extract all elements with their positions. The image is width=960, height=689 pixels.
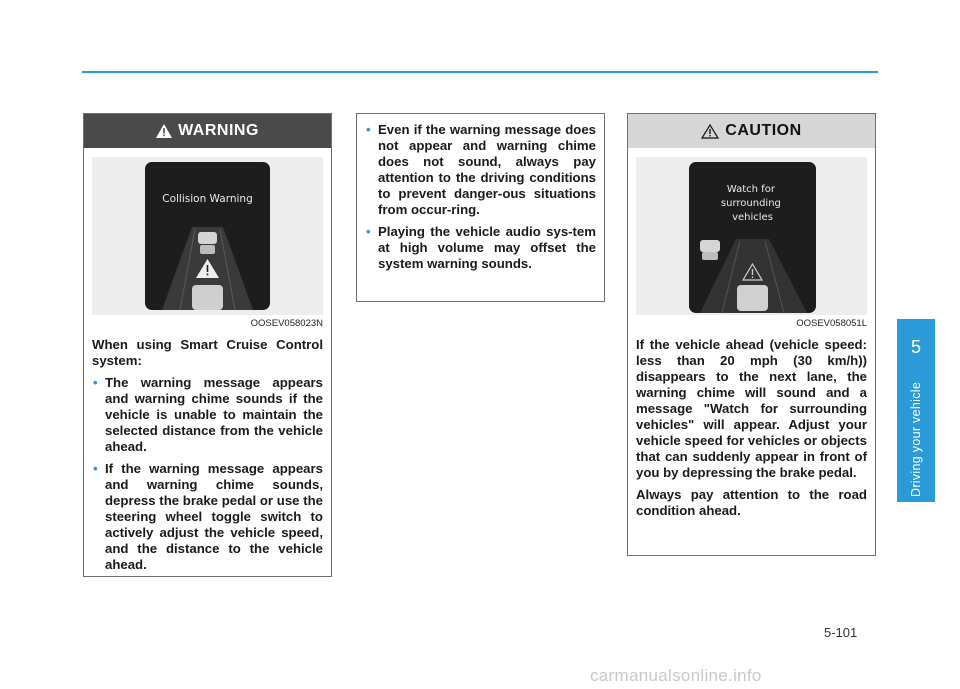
chapter-number: 5 [910, 337, 921, 357]
warning-figure-code: OOSEV058023N [250, 318, 323, 329]
warning-header [84, 114, 331, 148]
cluster-display-illustration [636, 157, 869, 315]
top-rule [82, 71, 878, 73]
collision-warning-screen-text: Collision Warning [162, 193, 253, 205]
warning-intro: When using Smart Cruise Control system: [92, 337, 323, 368]
caution-header [628, 114, 875, 148]
warning-content [84, 329, 331, 573]
chapter-tab [897, 319, 935, 502]
middle-bullet: • Even if the warning message does not appear and warning chime does not sound, always pay attention to the driving conditions to prevent danger-ous situations from occur-ring. [366, 122, 596, 217]
warning-header-label: WARNING [178, 122, 259, 139]
collision-warning-figure [92, 157, 323, 315]
caution-content [628, 329, 875, 519]
continued-warning-box [356, 113, 605, 302]
watch-for-screen-text-line: surrounding [720, 198, 781, 209]
caution-paragraph: If the vehicle ahead (vehicle speed: less than 20 mph (30 km/h)) disappears to the next lane, the warning chime will sound and a message "Watch for surrounding vehicles" will appear. Adjust your vehicle speed for vehicles or objects that can suddenly appear in front of you by depressing the brake pedal. [636, 337, 867, 480]
caution-triangle-icon [701, 124, 719, 139]
caution-header-label: CAUTION [725, 122, 802, 139]
warning-bullet: • If the warning message appears and warning chime sounds, depress the brake pedal or use the steering wheel toggle switch to actively adjust the vehicle speed, and the distance to the vehicle ahead. [93, 461, 323, 572]
middle-bullet: • Playing the vehicle audio sys-tem at high volume may offset the system warning sounds. [366, 224, 596, 271]
watermark: carmanualsonline.info [590, 666, 762, 685]
watch-for-screen-text-line: vehicles [732, 212, 773, 223]
caution-figure-code: OOSEV058051L [796, 318, 867, 329]
caution-paragraph: Always pay attention to the road condition ahead. [636, 487, 867, 518]
warning-triangle-icon [156, 124, 172, 138]
middle-content [357, 114, 604, 272]
watch-for-screen-text-line: Watch for [726, 184, 775, 195]
chapter-title: Driving your vehicle [909, 381, 923, 497]
caution-box [627, 113, 876, 556]
warning-bullet: • The warning message appears and warning chime sounds if the vehicle is unable to maintain the selected distance from the vehicle ahead. [93, 375, 323, 454]
warning-box [83, 113, 332, 577]
page-number: 5-101 [824, 625, 858, 640]
watch-for-vehicles-figure [636, 157, 867, 315]
cluster-display-illustration [92, 157, 325, 315]
